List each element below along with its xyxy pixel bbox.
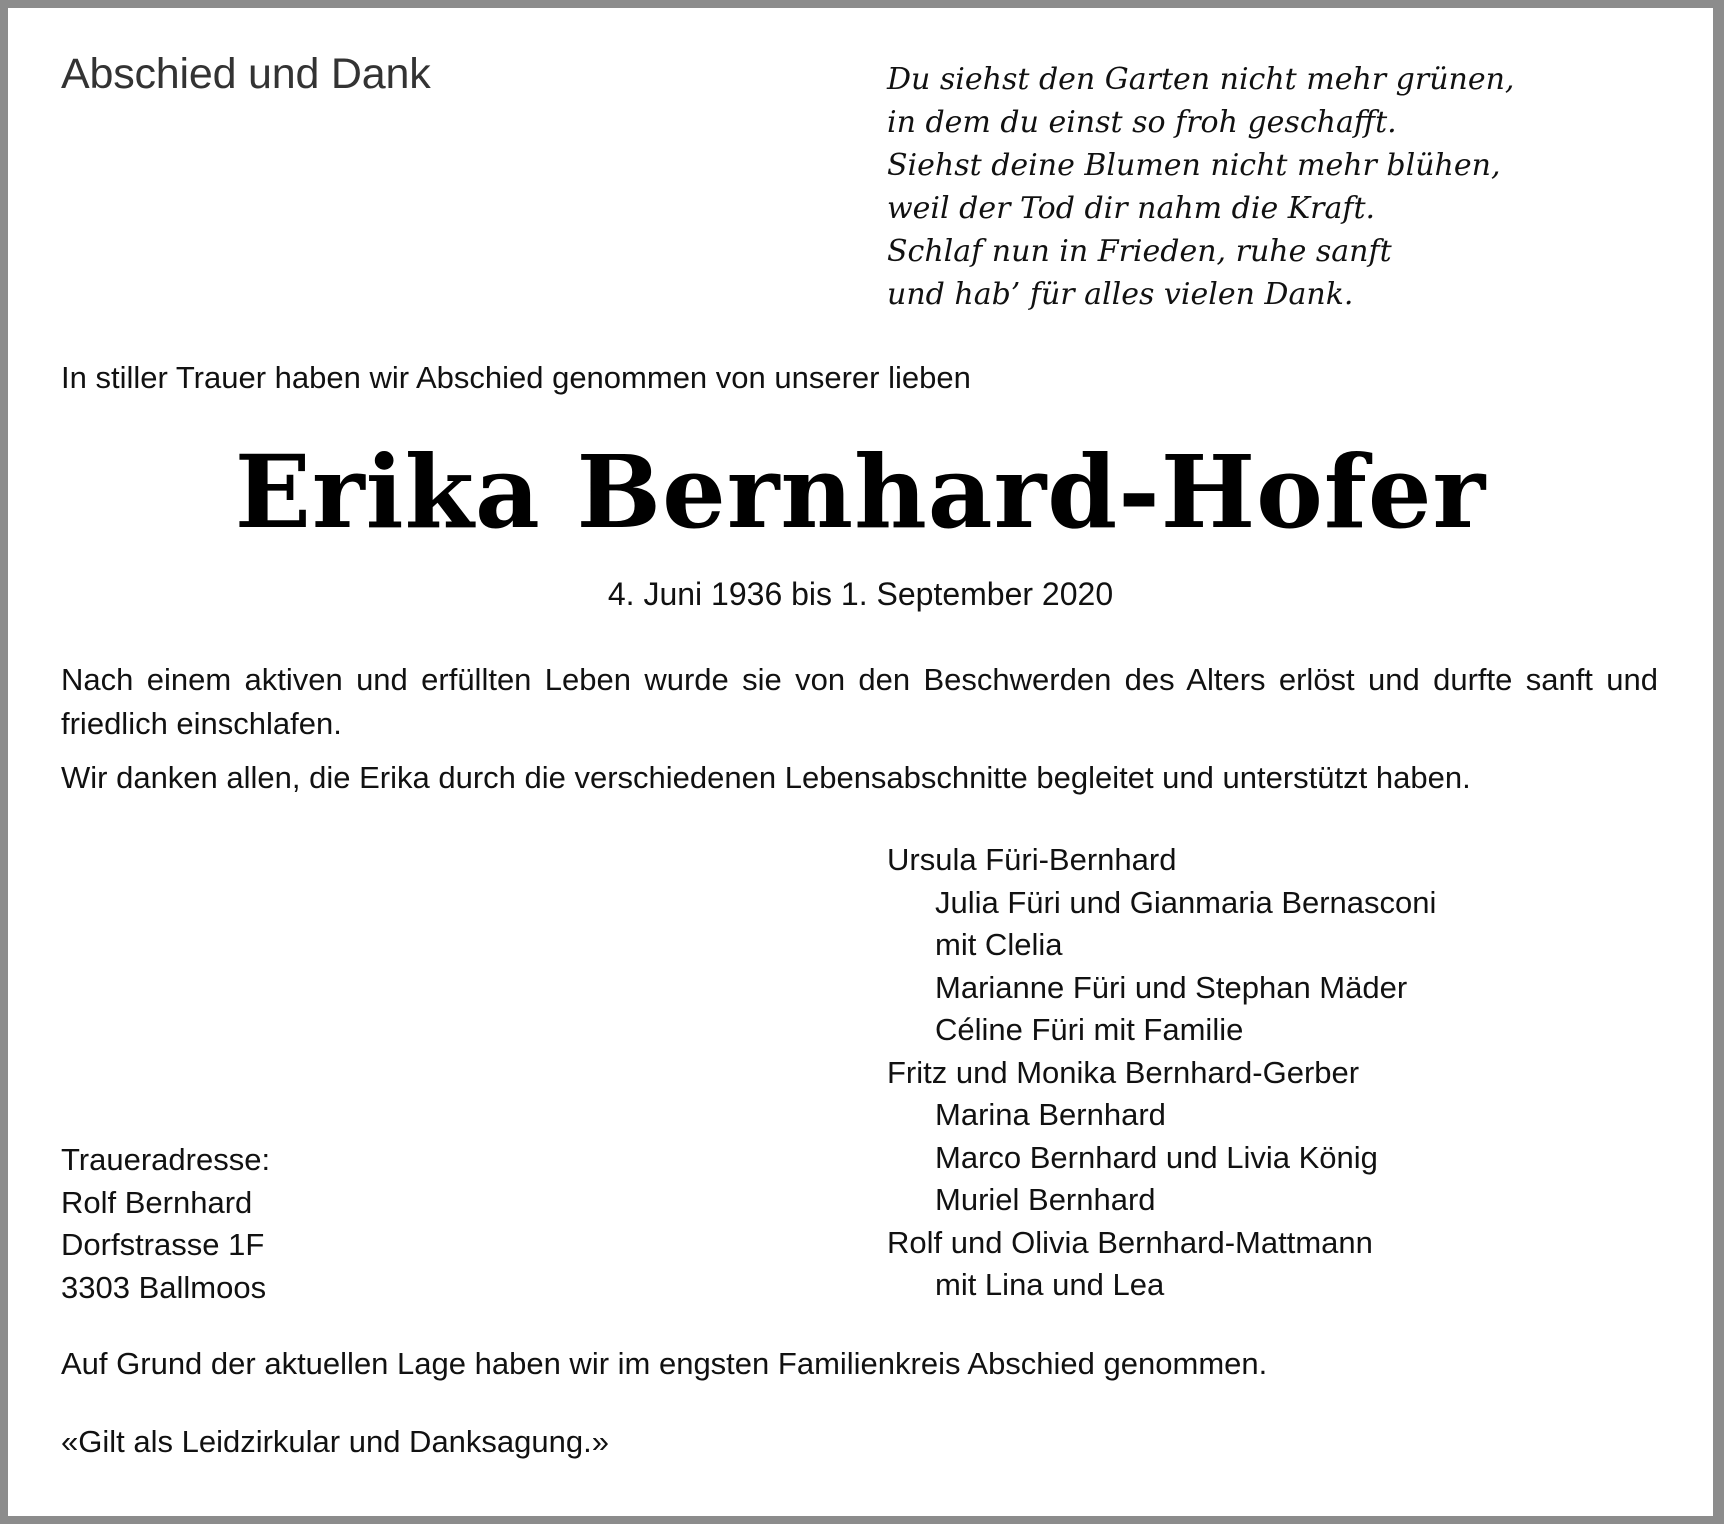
family-member: Céline Füri mit Familie (935, 1012, 1244, 1047)
family-member: Fritz und Monika Bernhard-Gerber (887, 1054, 1360, 1090)
address-name: Rolf Bernhard (61, 1184, 253, 1220)
poem-line: weil der Tod dir nahm die Kraft. (887, 191, 1376, 226)
paragraph-thanks: Wir danken allen, die Erika durch die verschiedenen Lebensabschnitte begleitet und unterstützt haben. (61, 760, 1471, 795)
poem (887, 58, 1514, 316)
poem-line: Du siehst den Garten nicht mehr grünen, (887, 62, 1515, 97)
family-member: Julia Füri und Gianmaria Bernasconi (935, 884, 1437, 920)
family-member: mit Lina und Lea (935, 1267, 1165, 1302)
obituary-notice (8, 8, 1713, 1516)
poem-line: in dem du einst so froh geschafft. (887, 105, 1397, 140)
closing-text: Auf Grund der aktuellen Lage haben wir im engsten Familienkreis Abschied genommen. (61, 1346, 1268, 1381)
family-member: Muriel Bernhard (935, 1182, 1156, 1217)
intro-text: In stiller Trauer haben wir Abschied genommen von unserer lieben (61, 360, 971, 395)
family-member: Marina Bernhard (935, 1097, 1166, 1132)
address-street: Dorfstrasse 1F (61, 1227, 265, 1262)
family-member: Ursula Füri-Bernhard (887, 842, 1177, 877)
family-member: mit Clelia (935, 927, 1063, 962)
family-member: Marco Bernhard und Livia König (935, 1139, 1378, 1175)
poem-line: Schlaf nun in Frieden, ruhe sanft (887, 234, 1392, 269)
address-label: Traueradresse: (61, 1142, 271, 1177)
circular-note: «Gilt als Leidzirkular und Danksagung.» (61, 1424, 609, 1459)
poem-line: und hab’ für alles vielen Dank. (887, 277, 1354, 312)
deceased-name: Erika Bernhard-Hofer (234, 433, 1487, 551)
header-title: Abschied und Dank (61, 50, 431, 98)
life-dates: 4. Juni 1936 bis 1. September 2020 (607, 576, 1114, 612)
family-member: Marianne Füri und Stephan Mäder (935, 969, 1408, 1005)
mourning-address (61, 1139, 270, 1309)
family-member: Rolf und Olivia Bernhard-Mattmann (887, 1224, 1373, 1260)
family-list (887, 839, 1436, 1307)
poem-line: Siehst deine Blumen nicht mehr blühen, (887, 148, 1501, 183)
paragraph-life: Nach einem aktiven und erfüllten Leben wurde sie von den Beschwerden des Alters erlöst und durfte sanft und friedlich einschlafen. (61, 662, 1658, 741)
address-city: 3303 Ballmoos (61, 1269, 267, 1305)
